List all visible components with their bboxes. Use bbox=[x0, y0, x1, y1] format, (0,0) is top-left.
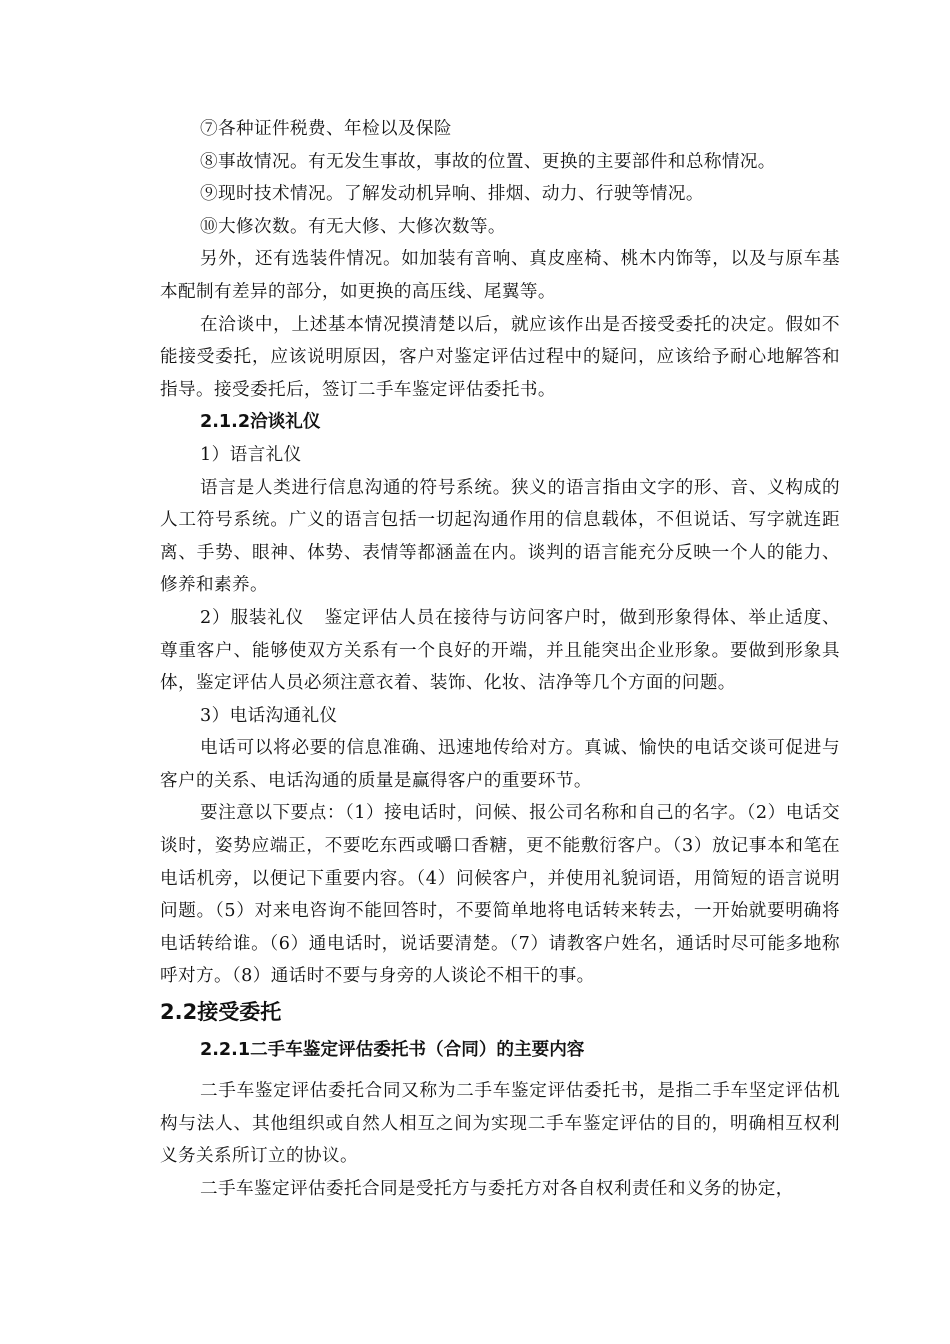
list-item-10: ⑩大修次数。有无大修、大修次数等。 bbox=[200, 216, 506, 237]
contract-definition-paragraph: 二手车鉴定评估委托合同又称为二手车鉴定评估委托书，是指二手车坚定评估机构与法人、其他组织或自然人相互之间为实现二手车鉴定评估的目的，明确相互权利义务关系所订立的协议。 bbox=[160, 1081, 840, 1167]
phone-etiquette-paragraph: 电话可以将必要的信息准确、迅速地传给对方。真诚、愉快的电话交谈可促进与客户的关系、电话沟通的质量是赢得客户的重要环节。 bbox=[160, 738, 840, 791]
subheading-language-etiquette: 1）语言礼仪 bbox=[200, 444, 302, 465]
subheading-phone-etiquette: 3）电话沟通礼仪 bbox=[200, 705, 338, 726]
contract-agreement-paragraph: 二手车鉴定评估委托合同是受托方与委托方对各自权利责任和义务的协定， bbox=[200, 1178, 794, 1199]
document-body bbox=[160, 113, 840, 1205]
phone-points-paragraph: 要注意以下要点：（1）接电话时，问候、报公司名称和自己的名字。（2）电话交谈时，姿势应端正，不要吃东西或嚼口香糖，更不能敷衍客户。（3）放记事本和笔在电话机旁，以便记下重要内容。（4）问候客户，并使用礼貌词语，用简短的语言说明问题。（5）对来电咨询不能回答时，不要简单地将电话转来转去，一开始就要明确将电话转给谁。（6）通电话时，说话要清楚。（7）请教客户姓名，通话时尽可能多地称呼对方。（8）通话时不要与身旁的人谈论不相干的事。 bbox=[160, 803, 840, 987]
list-item-9: ⑨现时技术情况。了解发动机异响、排烟、动力、行驶等情况。 bbox=[200, 184, 704, 205]
list-item-7: ⑦各种证件税费、年检以及保险 bbox=[200, 119, 452, 139]
list-item-8: ⑧事故情况。有无发生事故，事故的位置、更换的主要部件和总称情况。 bbox=[200, 151, 776, 172]
dress-etiquette-text: 鉴定评估人员在接待与访问客户时，做到形象得体、举止适度、尊重客户、能够使双方关系有一个良好的开端，并且能突出企业形象。要做到形象具体，鉴定评估人员必须注意衣着、装饰、化妆、洁净等几个方面的问题。 bbox=[160, 607, 840, 694]
subheading-dress-etiquette: 2）服装礼仪 bbox=[200, 607, 305, 628]
optional-parts-paragraph: 另外，还有选装件情况。如加装有音响、真皮座椅、桃木内饰等，以及与原车基本配制有差异的部分，如更换的高压线、尾翼等。 bbox=[160, 249, 840, 302]
section-heading-2-2-1: 2.2.1二手车鉴定评估委托书（合同）的主要内容 bbox=[200, 1040, 585, 1061]
dress-etiquette-paragraph bbox=[160, 602, 840, 700]
section-heading-2-1-2: 2.1.2洽谈礼仪 bbox=[200, 412, 321, 433]
decision-paragraph: 在洽谈中，上述基本情况摸清楚以后，就应该作出是否接受委托的决定。假如不能接受委托，应该说明原因，客户对鉴定评估过程中的疑问，应该给予耐心地解答和指导。接受委托后，签订二手车鉴定评估委托书。 bbox=[160, 314, 840, 400]
language-etiquette-paragraph: 语言是人类进行信息沟通的符号系统。狭义的语言指由文字的形、音、义构成的人工符号系统。广义的语言包括一切起沟通作用的信息载体，不但说话、写字就连距离、手势、眼神、体势、表情等都涵盖在内。谈判的语言能充分反映一个人的能力、修养和素养。 bbox=[160, 477, 840, 596]
section-heading-2-2: 2.2接受委托 bbox=[160, 1000, 282, 1025]
